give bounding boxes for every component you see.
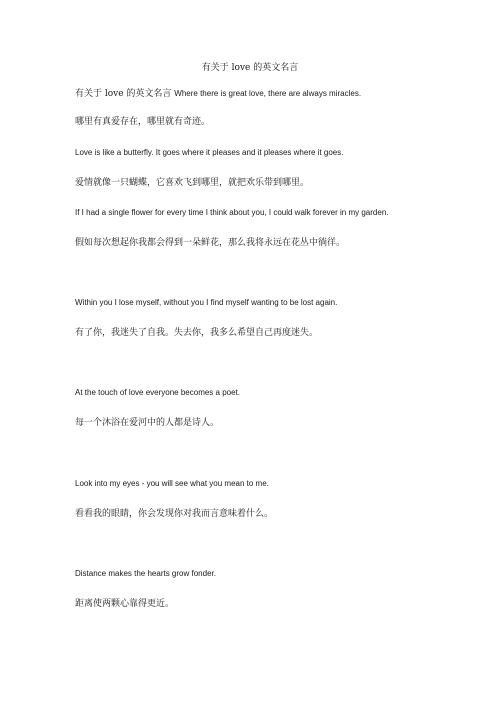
quote-line-zh-2: 爱情就像一只蝴蝶，它喜欢飞到哪里，就把欢乐带到哪里。 [75,178,310,188]
intro-zh-text: 有关于 love 的英文名言 [75,89,175,99]
quote-line-en-7: Distance makes the hearts grow fonder. [75,569,216,578]
intro-en-text: Where there is great love, there are always miracles. [174,89,362,98]
quote-line-en-6: Look into my eyes - you will see what you mean to me. [75,479,269,488]
quote-line-zh-6: 看看我的眼睛，你会发现你对我而言意味着什么。 [75,509,274,519]
quote-line-en-3: If I had a single flower for every time I think about you, I could walk forever in my garden. [75,208,389,217]
document-title: 有关于 love 的英文名言 [201,63,299,73]
intro-line [75,85,361,101]
quote-line-zh-1: 哪里有真爱存在，哪里就有奇迹。 [75,117,211,127]
quote-line-zh-5: 每一个沐浴在爱河中的人都是诗人。 [75,418,220,428]
quote-line-en-5: At the touch of love everyone becomes a poet. [75,388,240,397]
quote-line-en-2: Love is like a butterfly. It goes where it pleases and it pleases where it goes. [75,148,344,157]
quote-line-zh-4: 有了你，我迷失了自我。失去你，我多么希望自己再度迷失。 [75,328,319,338]
quote-line-zh-3: 假如每次想起你我都会得到一朵鲜花，那么我将永远在花丛中徜徉。 [75,238,346,248]
quote-line-zh-7: 距离使两颗心靠得更近。 [75,599,175,609]
quote-line-en-4: Within you I lose myself, without you I find myself wanting to be lost again. [75,298,338,307]
